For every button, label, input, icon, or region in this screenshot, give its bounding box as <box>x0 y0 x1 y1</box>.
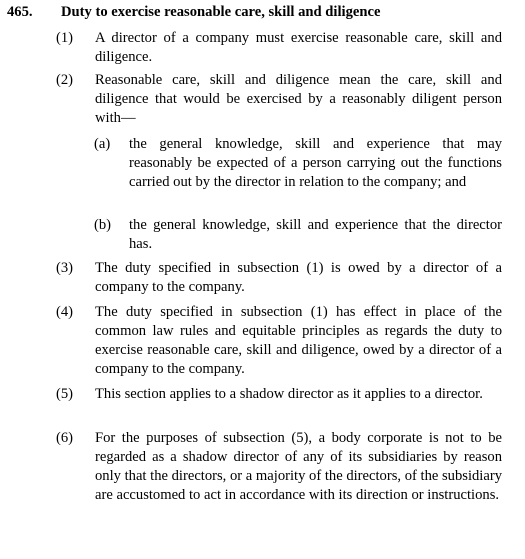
section-title: Duty to exercise reasonable care, skill and diligence <box>61 4 381 20</box>
paragraph-number: (2) <box>56 72 74 88</box>
subparagraph-text: the general knowledge, skill and experience that the director has. <box>129 217 502 252</box>
paragraph-number: (6) <box>56 430 74 446</box>
subparagraph-a <box>94 135 502 192</box>
paragraph-number: (3) <box>56 260 74 276</box>
paragraph-text: The duty specified in subsection (1) is owed by a director of a company to the company. <box>95 260 502 295</box>
paragraph-number: (1) <box>56 30 74 46</box>
paragraph-2 <box>56 71 502 128</box>
paragraph-5 <box>56 385 502 404</box>
paragraph-6 <box>56 429 502 505</box>
paragraph-number: (5) <box>56 386 74 402</box>
section-heading <box>7 3 515 22</box>
subparagraph-number: (a) <box>94 136 111 152</box>
paragraph-text: Reasonable care, skill and diligence mean the care, skill and diligence that would be exercised by a reasonably diligent person with— <box>95 72 502 126</box>
subparagraph-number: (b) <box>94 217 112 233</box>
paragraph-text: A director of a company must exercise reasonable care, skill and diligence. <box>95 30 502 65</box>
subparagraph-b <box>94 216 502 254</box>
subparagraph-text: the general knowledge, skill and experience that may reasonably be expected of a person carrying out the functions carried out by the director in relation to the company; and <box>129 136 502 190</box>
paragraph-text: The duty specified in subsection (1) has effect in place of the common law rules and equitable principles as regards the duty to exercise reasonable care, skill and diligence, owed by a director of a company to the company. <box>95 304 502 377</box>
paragraph-4 <box>56 303 502 379</box>
paragraph-text: This section applies to a shadow director as it applies to a director. <box>95 386 483 402</box>
paragraph-text: For the purposes of subsection (5), a body corporate is not to be regarded as a shadow director of any of its subsidiaries by reason only that the directors, or a majority of the directors, of the subsidiary are accustomed to act in accordance with its direction or instructions. <box>95 430 502 503</box>
section-number: 465. <box>7 4 33 20</box>
paragraph-number: (4) <box>56 304 74 320</box>
paragraph-1 <box>56 29 502 67</box>
paragraph-3 <box>56 259 502 297</box>
